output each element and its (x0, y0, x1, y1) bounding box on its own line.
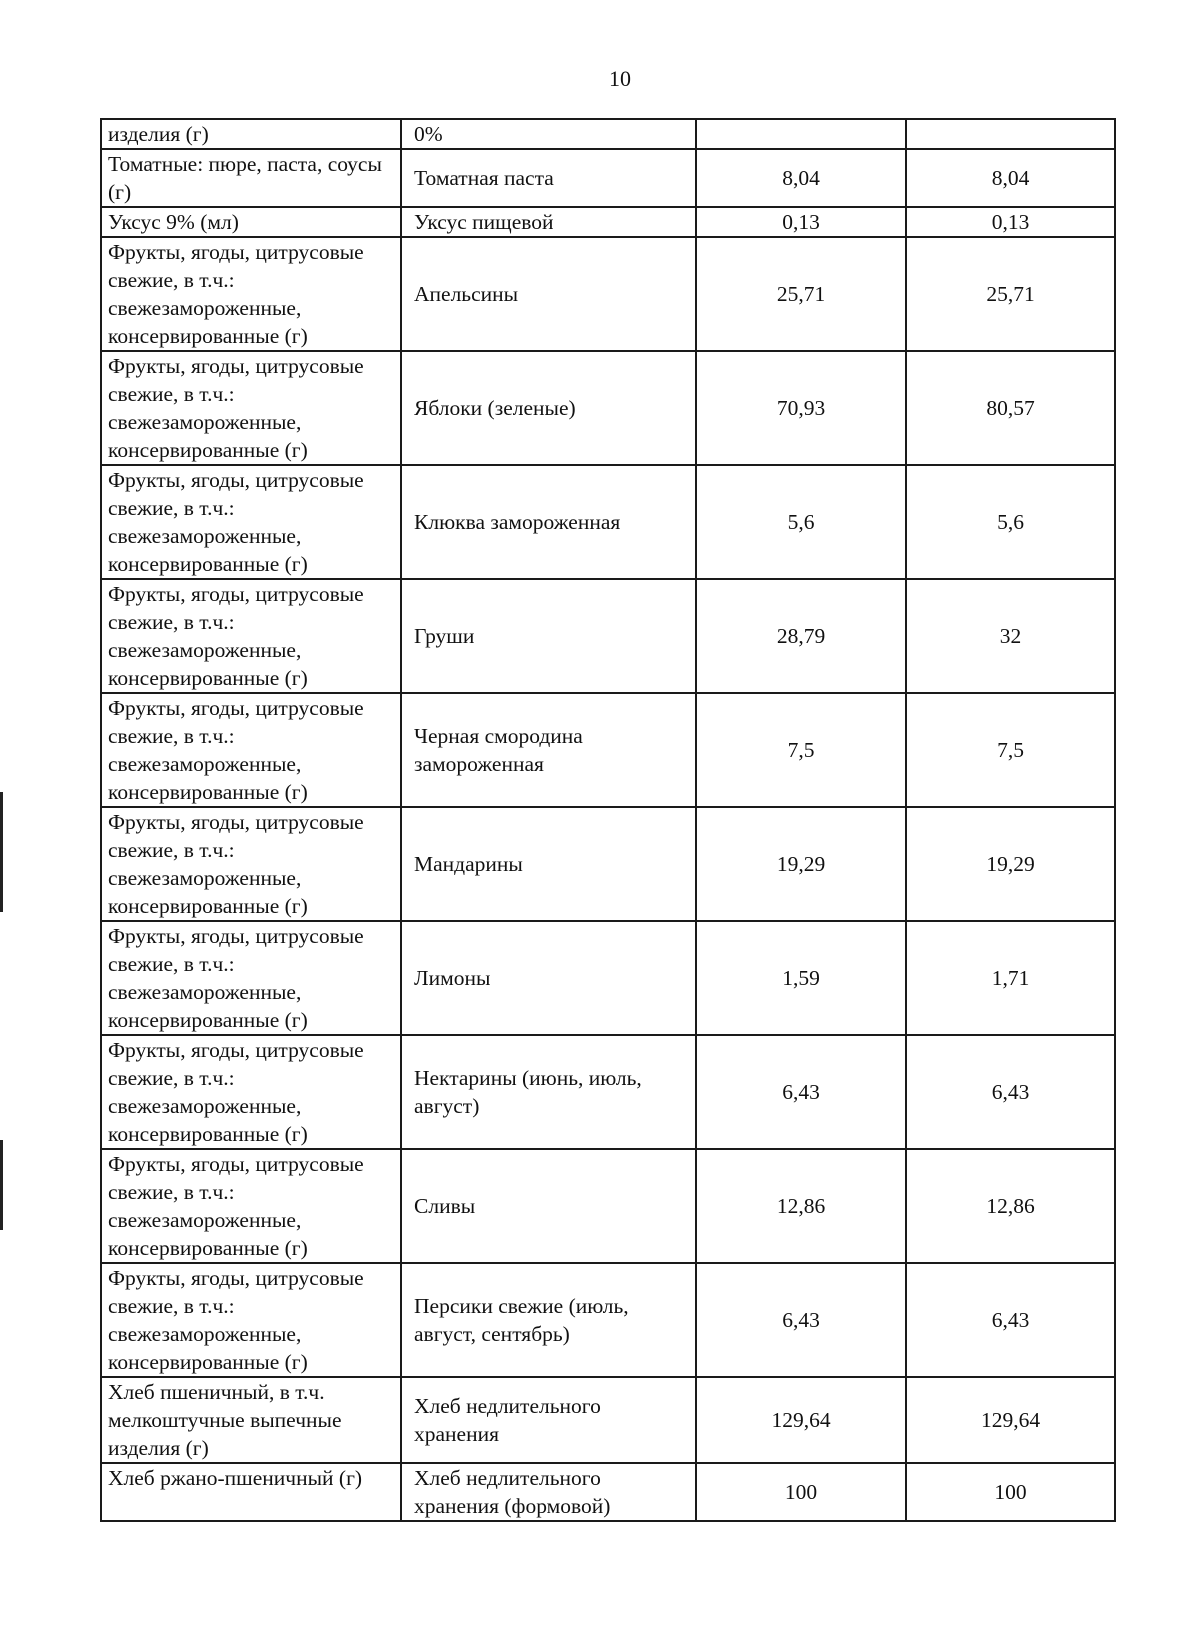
food-norms-table-container (100, 118, 1114, 1522)
table-row (101, 1263, 1115, 1377)
product-cell: Сливы (401, 1149, 696, 1263)
value2-cell: 80,57 (906, 351, 1115, 465)
product-cell: Апельсины (401, 237, 696, 351)
value2-cell: 32 (906, 579, 1115, 693)
table-row (101, 1035, 1115, 1149)
value1-cell: 12,86 (696, 1149, 906, 1263)
table-row (101, 351, 1115, 465)
page-number: 10 (609, 66, 631, 91)
table-row (101, 1463, 1115, 1521)
value2-cell: 129,64 (906, 1377, 1115, 1463)
product-cell: Хлеб недлительного хранения (401, 1377, 696, 1463)
value1-cell: 7,5 (696, 693, 906, 807)
value1-cell (696, 119, 906, 149)
product-cell: Хлеб недлительного хранения (формовой) (401, 1463, 696, 1521)
category-cell: Фрукты, ягоды, цитрусовые свежие, в т.ч.: свежезамороженные, консервированные (г) (101, 1263, 401, 1377)
product-cell: Уксус пищевой (401, 207, 696, 237)
value1-cell: 25,71 (696, 237, 906, 351)
value1-cell: 28,79 (696, 579, 906, 693)
value2-cell: 5,6 (906, 465, 1115, 579)
table-row (101, 149, 1115, 207)
value1-cell: 129,64 (696, 1377, 906, 1463)
table-body (101, 119, 1115, 1521)
product-cell: Клюква замороженная (401, 465, 696, 579)
product-cell: Нектарины (июнь, июль, август) (401, 1035, 696, 1149)
value2-cell: 19,29 (906, 807, 1115, 921)
table-row (101, 207, 1115, 237)
value2-cell: 7,5 (906, 693, 1115, 807)
value2-cell: 8,04 (906, 149, 1115, 207)
category-cell: Уксус 9% (мл) (101, 207, 401, 237)
table-row (101, 807, 1115, 921)
value1-cell: 6,43 (696, 1263, 906, 1377)
category-cell: Фрукты, ягоды, цитрусовые свежие, в т.ч.: свежезамороженные, консервированные (г) (101, 351, 401, 465)
value1-cell: 6,43 (696, 1035, 906, 1149)
table-row (101, 1149, 1115, 1263)
value1-cell: 19,29 (696, 807, 906, 921)
value2-cell: 6,43 (906, 1263, 1115, 1377)
category-cell: изделия (г) (101, 119, 401, 149)
category-cell: Хлеб пшеничный, в т.ч. мелкоштучные выпечные изделия (г) (101, 1377, 401, 1463)
category-cell: Томатные: пюре, паста, соусы (г) (101, 149, 401, 207)
value2-cell: 6,43 (906, 1035, 1115, 1149)
product-cell: Мандарины (401, 807, 696, 921)
category-cell: Фрукты, ягоды, цитрусовые свежие, в т.ч.: свежезамороженные, консервированные (г) (101, 693, 401, 807)
product-cell: 0% (401, 119, 696, 149)
table-row (101, 465, 1115, 579)
table-row (101, 1377, 1115, 1463)
table-row (101, 119, 1115, 149)
product-cell: Персики свежие (июль, август, сентябрь) (401, 1263, 696, 1377)
product-cell: Черная смородина замороженная (401, 693, 696, 807)
category-cell: Фрукты, ягоды, цитрусовые свежие, в т.ч.: свежезамороженные, консервированные (г) (101, 921, 401, 1035)
product-cell: Томатная паста (401, 149, 696, 207)
category-cell: Фрукты, ягоды, цитрусовые свежие, в т.ч.: свежезамороженные, консервированные (г) (101, 1035, 401, 1149)
table-row (101, 237, 1115, 351)
value1-cell: 70,93 (696, 351, 906, 465)
category-cell: Фрукты, ягоды, цитрусовые свежие, в т.ч.: свежезамороженные, консервированные (г) (101, 807, 401, 921)
scan-edge-mark (0, 792, 3, 912)
value2-cell: 1,71 (906, 921, 1115, 1035)
food-norms-table (100, 118, 1116, 1522)
value1-cell: 8,04 (696, 149, 906, 207)
value1-cell: 0,13 (696, 207, 906, 237)
value2-cell (906, 119, 1115, 149)
category-cell: Фрукты, ягоды, цитрусовые свежие, в т.ч.: свежезамороженные, консервированные (г) (101, 465, 401, 579)
table-row (101, 921, 1115, 1035)
product-cell: Яблоки (зеленые) (401, 351, 696, 465)
value2-cell: 25,71 (906, 237, 1115, 351)
value2-cell: 0,13 (906, 207, 1115, 237)
value1-cell: 100 (696, 1463, 906, 1521)
category-cell: Фрукты, ягоды, цитрусовые свежие, в т.ч.: свежезамороженные, консервированные (г) (101, 237, 401, 351)
value2-cell: 100 (906, 1463, 1115, 1521)
category-cell: Хлеб ржано-пшеничный (г) (101, 1463, 401, 1521)
value1-cell: 5,6 (696, 465, 906, 579)
product-cell: Груши (401, 579, 696, 693)
table-row (101, 579, 1115, 693)
value1-cell: 1,59 (696, 921, 906, 1035)
table-row (101, 693, 1115, 807)
scan-edge-mark (0, 1140, 3, 1230)
product-cell: Лимоны (401, 921, 696, 1035)
category-cell: Фрукты, ягоды, цитрусовые свежие, в т.ч.: свежезамороженные, консервированные (г) (101, 1149, 401, 1263)
value2-cell: 12,86 (906, 1149, 1115, 1263)
category-cell: Фрукты, ягоды, цитрусовые свежие, в т.ч.: свежезамороженные, консервированные (г) (101, 579, 401, 693)
